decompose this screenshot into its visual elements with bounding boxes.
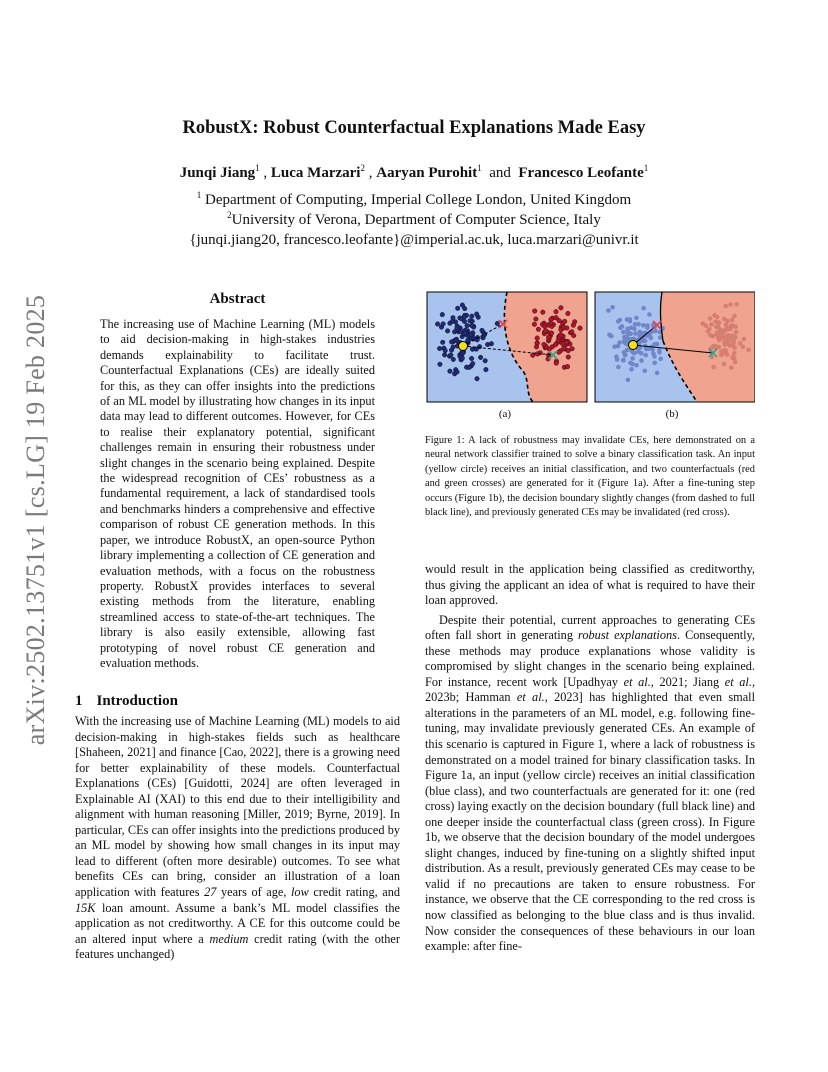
paragraph-emphasis: et al. bbox=[623, 674, 651, 689]
blue-data-point bbox=[652, 361, 657, 366]
blue-data-point bbox=[440, 312, 445, 317]
red-data-point bbox=[557, 350, 562, 355]
red-data-point bbox=[725, 352, 730, 357]
paragraph-text: Despite their potential, current approaches to generating CEs often fall short in generating bbox=[425, 612, 755, 643]
blue-data-point bbox=[647, 312, 652, 317]
paragraph-text: , 2023b; Hamman bbox=[425, 674, 756, 705]
intro-text: loan amount. Assume a bank’s ML model classifies the application as not creditworthy. A CE for this outcome could be an altered input where a bbox=[75, 900, 400, 946]
red-data-point bbox=[562, 319, 567, 324]
intro-emphasis: 15K bbox=[75, 900, 96, 915]
blue-data-point bbox=[448, 369, 453, 374]
red-data-point bbox=[723, 304, 728, 309]
figure-caption: Figure 1: A lack of robustness may invalidate CEs, here demonstrated on a neural network classifier trained to solve a binary classification task. An input (yellow circle) receives an initial classification, and two counterfactuals (red and green crosses) are generated for it (Figure 1a). After a fine-tuning step occurs (Figure 1b), the decision boundary slightly changes (from dashed to full black line), and previously generated CEs may be invalidated (red cross). bbox=[425, 435, 755, 519]
author-name: Junqi Jiang bbox=[179, 165, 256, 181]
affiliation bbox=[100, 190, 728, 209]
blue-data-point bbox=[480, 328, 485, 333]
blue-data-point bbox=[639, 351, 644, 356]
red-data-point bbox=[543, 329, 548, 334]
affiliation-mark: 1 bbox=[196, 190, 202, 200]
intro-text: credit rating, and bbox=[308, 885, 400, 900]
author-name: Luca Marzari bbox=[270, 165, 361, 181]
intro-text: credit rating (with the other features unchanged) bbox=[75, 931, 400, 962]
blue-data-point bbox=[621, 330, 626, 335]
red-data-point bbox=[532, 309, 537, 314]
red-data-point bbox=[559, 306, 564, 311]
blue-data-point bbox=[629, 367, 634, 372]
blue-data-point bbox=[468, 319, 473, 324]
blue-data-point bbox=[649, 336, 654, 341]
blue-data-point bbox=[630, 356, 635, 361]
blue-data-point bbox=[633, 331, 638, 336]
blue-data-point bbox=[616, 365, 621, 370]
blue-data-point bbox=[449, 340, 454, 345]
red-data-point bbox=[730, 318, 735, 323]
red-data-point bbox=[554, 309, 559, 314]
author-list bbox=[100, 163, 728, 182]
blue-data-point bbox=[645, 325, 650, 330]
red-data-point bbox=[712, 313, 717, 318]
red-data-point bbox=[548, 321, 553, 326]
blue-data-point bbox=[643, 369, 648, 374]
blue-data-point bbox=[643, 339, 648, 344]
blue-data-point bbox=[469, 323, 474, 328]
blue-data-point bbox=[634, 363, 639, 368]
blue-data-point bbox=[460, 356, 465, 361]
blue-data-point bbox=[618, 326, 623, 331]
blue-data-point bbox=[460, 351, 465, 356]
red-data-point bbox=[532, 322, 537, 327]
blue-data-point bbox=[451, 357, 456, 362]
intro-text: With the increasing use of Machine Learning (ML) models to aid decision-making in high-stakes fields such as healthcare [Shaheen, 2021] and finance [Cao, 2022], there is a growing need for better explainability of these models. Counterfactual Explanations (CEs) [Guidotti, 2024] are often leveraged in Explainable AI (XAI) to this end due to their intelligibility and alignment with human reasoning [Miller, 2019; Byrne, 2019]. In particular, CEs can offer insights into the predictions produced by an ML model by showing how small changes in its input may lead to different (often more desirable) outcomes. To see what benefits CEs can bring, consider an illustration of a loan application with features bbox=[75, 714, 400, 900]
red-data-point bbox=[722, 362, 727, 367]
red-data-point bbox=[728, 343, 733, 348]
red-data-point bbox=[738, 341, 743, 346]
red-data-point bbox=[711, 365, 716, 370]
blue-data-point bbox=[475, 376, 480, 381]
right-column-text bbox=[425, 562, 755, 955]
blue-data-point bbox=[441, 322, 446, 327]
blue-data-point bbox=[639, 358, 644, 363]
figure-1-plots bbox=[425, 291, 755, 426]
red-data-point bbox=[566, 311, 571, 316]
author-name: Aaryan Purohit bbox=[376, 165, 478, 181]
red-data-point bbox=[542, 324, 547, 329]
intro-emphasis: 27 bbox=[204, 885, 217, 900]
red-data-point bbox=[734, 302, 739, 307]
author-separator: , bbox=[263, 165, 268, 181]
blue-data-point bbox=[484, 367, 489, 372]
paragraph bbox=[425, 613, 755, 955]
red-data-point bbox=[727, 338, 732, 343]
section-number: 1 bbox=[75, 693, 83, 709]
blue-data-point bbox=[649, 330, 654, 335]
blue-data-point bbox=[477, 344, 482, 349]
red-data-point bbox=[565, 364, 570, 369]
blue-data-point bbox=[465, 323, 470, 328]
subfigure-a-label: (a) bbox=[498, 408, 512, 420]
blue-data-point bbox=[449, 353, 454, 358]
blue-data-point bbox=[616, 344, 621, 349]
blue-data-point bbox=[451, 345, 456, 350]
subfigure-b-label: (b) bbox=[665, 408, 679, 420]
red-data-point bbox=[534, 317, 539, 322]
paragraph-text: . Consequently, these methods may produce explanations whose validity is compromised by slight changes in the scenario being explained. For instance, recent work [Upadhyay bbox=[425, 628, 755, 689]
red-data-point bbox=[729, 334, 734, 339]
subfigure-b-plot bbox=[595, 292, 755, 402]
input-point bbox=[629, 341, 638, 350]
author-affil-mark: 1 bbox=[255, 163, 260, 173]
red-data-point bbox=[714, 319, 719, 324]
red-data-point bbox=[709, 322, 714, 327]
blue-data-point bbox=[633, 322, 638, 327]
blue-data-point bbox=[474, 312, 479, 317]
author-conjunction: and bbox=[489, 165, 511, 181]
red-data-point bbox=[708, 316, 713, 321]
blue-data-point bbox=[455, 306, 460, 311]
affiliation-text: Department of Computing, Imperial College London, United Kingdom bbox=[205, 192, 632, 208]
red-data-point bbox=[720, 352, 725, 357]
red-data-point bbox=[707, 327, 712, 332]
blue-data-point bbox=[463, 331, 468, 336]
intro-emphasis: medium bbox=[209, 931, 249, 946]
red-data-point bbox=[734, 330, 739, 335]
red-data-point bbox=[722, 335, 727, 340]
blue-data-point bbox=[435, 322, 440, 327]
intro-text: years of age, bbox=[216, 885, 291, 900]
blue-data-point bbox=[632, 351, 637, 356]
blue-data-point bbox=[459, 317, 464, 322]
author-affil-mark: 2 bbox=[360, 163, 365, 173]
subfigure-a-plot bbox=[427, 292, 587, 402]
red-data-point bbox=[569, 330, 574, 335]
red-data-point bbox=[549, 331, 554, 336]
blue-data-point bbox=[470, 314, 475, 319]
arxiv-identifier: arXiv:2502.13751v1 [cs.LG] 19 Feb 2025 bbox=[21, 294, 50, 746]
blue-data-point bbox=[450, 319, 455, 324]
red-data-point bbox=[716, 335, 721, 340]
blue-data-point bbox=[634, 316, 639, 321]
red-data-point bbox=[725, 319, 730, 324]
introduction-paragraph bbox=[75, 714, 400, 963]
blue-data-point bbox=[627, 337, 632, 342]
red-data-point bbox=[554, 361, 559, 366]
author-separator: , bbox=[368, 165, 373, 181]
red-data-point bbox=[728, 302, 733, 307]
affiliation-mark: 2 bbox=[227, 210, 232, 220]
blue-data-point bbox=[440, 340, 445, 345]
blue-data-point bbox=[445, 329, 450, 334]
red-data-point bbox=[732, 314, 737, 319]
author-affil-mark: 1 bbox=[643, 163, 649, 173]
red-data-point bbox=[578, 326, 583, 331]
blue-data-point bbox=[622, 335, 627, 340]
blue-data-point bbox=[655, 342, 660, 347]
blue-data-point bbox=[443, 348, 448, 353]
red-data-point bbox=[742, 337, 747, 342]
affiliation-text: University of Verona, Department of Computer Science, Italy bbox=[231, 212, 601, 228]
blue-data-point bbox=[616, 319, 621, 324]
paragraph-emphasis: et al. bbox=[516, 690, 545, 705]
red-data-point bbox=[566, 355, 571, 360]
red-data-point bbox=[535, 336, 540, 341]
blue-data-point bbox=[469, 356, 474, 361]
red-data-point bbox=[561, 346, 566, 351]
red-data-point bbox=[570, 346, 575, 351]
blue-data-point bbox=[462, 306, 467, 311]
blue-data-point bbox=[658, 357, 663, 362]
paragraph: would result in the application being classified as creditworthy, thus giving the applicant an idea of what is required to have their loan approved. bbox=[425, 562, 755, 608]
section-heading bbox=[75, 693, 400, 710]
blue-data-point bbox=[657, 348, 662, 353]
blue-data-point bbox=[467, 365, 472, 370]
abstract-text: The increasing use of Machine Learning (ML) models to aid decision-making in high-stakes industries demands explainability to facilitate trust. Counterfactual Explanations (CEs) are ideally suited for this, as they can offer insights into the predictions of an ML model by illustrating how changes in its input data may lead to different outcomes. However, for CEs to realise their explanatory potential, significant challenges remain in ensuring their robustness under slight changes in the scenario being explained. Despite the widespread recognition of CEs’ robustness as a fundamental requirement, a lack of standardised tools and benchmarks hinders a comprehensive and effective comparison of robust CE generation methods. In this paper, we introduce RobustX, an open-source Python library implementing a collection of CE generation and evaluation methods, with a focus on the robustness property. RobustX provides interfaces to several existing methods from the literature, enabling streamlined access to state-of-the-art techniques. The library is also easily extensible, allowing fast prototyping of novel robust CE generation and evaluation methods. bbox=[100, 317, 375, 670]
red-data-point bbox=[560, 342, 565, 347]
blue-data-point bbox=[455, 370, 460, 375]
blue-data-point bbox=[437, 346, 442, 351]
author-affil-mark: 1 bbox=[477, 163, 482, 173]
blue-data-point bbox=[469, 332, 474, 337]
red-data-point bbox=[704, 323, 709, 328]
paragraph-emphasis: robust explanations bbox=[578, 628, 677, 643]
blue-data-point bbox=[652, 354, 657, 359]
author-emails: {junqi.jiang20, francesco.leofante}@imperial.ac.uk, luca.marzari@univr.it bbox=[189, 232, 639, 248]
blue-data-point bbox=[623, 353, 628, 358]
red-data-point bbox=[542, 342, 547, 347]
red-data-point bbox=[536, 327, 541, 332]
blue-data-point bbox=[489, 341, 494, 346]
blue-data-point bbox=[625, 348, 630, 353]
blue-data-point bbox=[615, 357, 620, 362]
paragraph-text: , 2023] has highlighted that even small alterations in the parameters of an ML model, e.g. following fine-tuning, may invalidate previously generated CEs. An example of this scenario is captured in Figure 1, where a lack of robustness is demonstrated on a model trained for binary classification tasks. In Figure 1a, an input (yellow circle) receives an initial classification (blue class), and two counterfactuals are generated for it: one (red cross) laying exactly on the decision boundary (full black line) and one deeper inside the counterfactual class (green cross). In Figure 1b, we observe that the decision boundary of the model undergoes slight changes, induced by fine-tuning on a slightly shifted input distribution. As a result, previously generated CEs may cease to be valid if no precautions are taken to ensure robustness. For instance, we observe that the CE corresponding to the red cross is now classified as belonging to the blue class and is thus invalid. Now consider the consequences of these behaviours in our loan example: after fine- bbox=[425, 690, 755, 954]
blue-data-point bbox=[438, 362, 443, 367]
blue-data-point bbox=[628, 361, 633, 366]
blue-data-point bbox=[641, 323, 646, 328]
red-data-point bbox=[561, 325, 566, 330]
blue-data-point bbox=[607, 333, 612, 338]
red-data-point bbox=[713, 344, 718, 349]
blue-data-point bbox=[442, 353, 447, 358]
blue-data-point bbox=[643, 353, 648, 358]
affiliation bbox=[100, 210, 728, 229]
red-data-point bbox=[553, 342, 558, 347]
red-data-point bbox=[729, 365, 734, 370]
red-data-point bbox=[534, 345, 539, 350]
blue-data-point bbox=[628, 317, 633, 322]
red-data-point bbox=[733, 360, 738, 365]
red-data-point bbox=[722, 328, 727, 333]
red-data-point bbox=[728, 324, 733, 329]
red-data-point bbox=[557, 318, 562, 323]
author-name: Francesco Leofante bbox=[518, 165, 644, 181]
red-data-point bbox=[723, 342, 728, 347]
blue-data-point bbox=[621, 358, 626, 363]
red-data-point bbox=[541, 310, 546, 315]
intro-emphasis: low bbox=[291, 885, 309, 900]
blue-data-point bbox=[495, 321, 500, 326]
paragraph-text: , 2021; Jiang bbox=[650, 674, 725, 689]
blue-data-point bbox=[653, 329, 658, 334]
blue-data-point bbox=[610, 305, 615, 310]
blue-data-point bbox=[483, 359, 488, 364]
red-data-point bbox=[746, 348, 751, 353]
red-data-point bbox=[559, 333, 564, 338]
red-data-point bbox=[572, 320, 577, 325]
blue-data-point bbox=[452, 330, 457, 335]
blue-data-point bbox=[629, 331, 634, 336]
blue-data-point bbox=[470, 361, 475, 366]
input-point bbox=[459, 342, 468, 351]
blue-data-point bbox=[606, 308, 611, 313]
blue-data-point bbox=[478, 355, 483, 360]
red-data-point bbox=[722, 348, 727, 353]
abstract-heading: Abstract bbox=[209, 291, 266, 307]
blue-data-point bbox=[625, 326, 630, 331]
red-data-point bbox=[730, 355, 735, 360]
paragraph-emphasis: et al. bbox=[724, 674, 752, 689]
blue-data-point bbox=[641, 306, 646, 311]
paper-title: RobustX: Robust Counterfactual Explanations Made Easy bbox=[182, 118, 646, 138]
red-data-point bbox=[546, 335, 551, 340]
section-title: Introduction bbox=[96, 693, 178, 709]
blue-data-point bbox=[655, 371, 660, 376]
blue-data-point bbox=[626, 378, 631, 383]
